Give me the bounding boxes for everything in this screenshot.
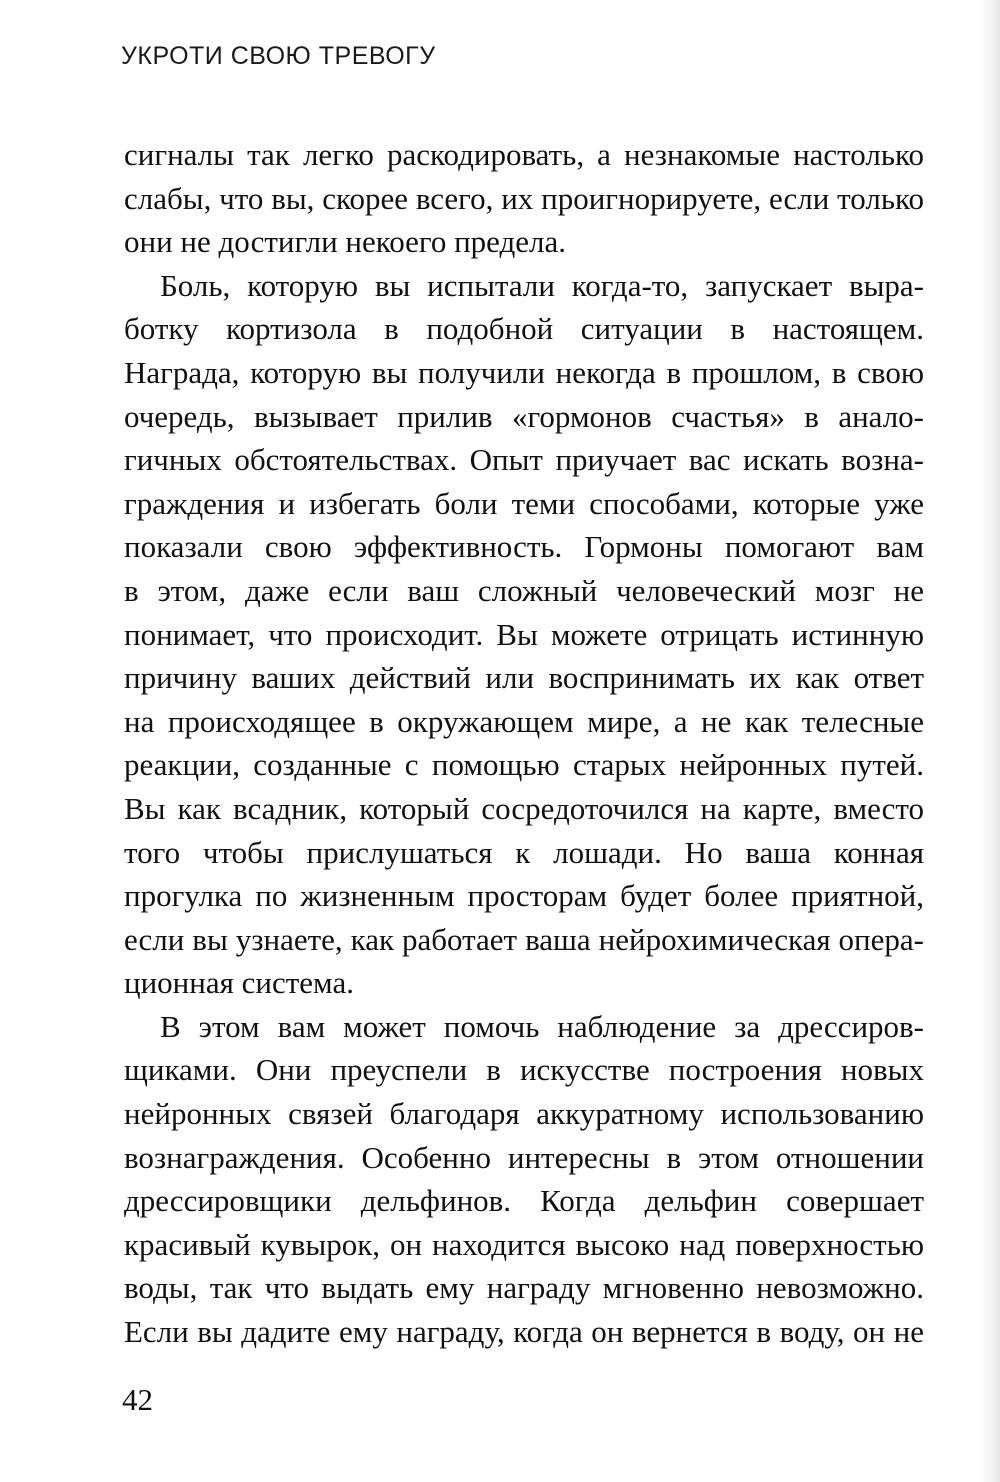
text-line: ционная система. [124,965,354,1001]
text-line: реакции, созданные с помощью старых нейронных путей. [124,747,924,783]
text-line: они не достигли некоего предела. [124,224,567,260]
text-line: очередь, вызывает прилив «гормонов счастья» в анало- [124,398,924,434]
body-text [124,133,924,1354]
text-line: нейронных связей благодаря аккуратному использованию [124,1096,924,1132]
text-line: граждения и избегать боли теми способами, которые уже [124,485,924,521]
text-line: Вы как всадник, который сосредоточился на карте, вместо [124,790,924,826]
text-line: слабы, что вы, скорее всего, их проигнорируете, если только [124,180,924,216]
running-header: УКРОТИ СВОЮ ТРЕВОГУ [121,42,436,70]
text-line: того чтобы прислушаться к лошади. Но ваша конная [124,834,924,870]
text-line: вознаграждения. Особенно интересны в этом отношении [124,1139,924,1175]
text-line: воды, так что выдать ему награду мгновенно невозможно. [124,1270,924,1306]
text-line: В этом вам может помочь наблюдение за дрессиров- [160,1008,924,1044]
text-line: ботку кортизола в подобной ситуации в настоящем. [124,311,924,347]
page-number: 42 [122,1382,153,1417]
text-line: щиками. Они преуспели в искусстве построения новых [124,1052,924,1088]
text-line: причину ваших действий или воспринимать их как ответ [124,660,924,696]
text-line: на происходящее в окружающем мире, а не как телесные [124,703,924,739]
text-line: прогулка по жизненным просторам будет более приятной, [124,878,924,914]
page-edge-shadow [978,0,1000,1482]
text-line: показали свою эффективность. Гормоны помогают вам [124,529,924,565]
text-line: в этом, даже если ваш сложный человеческий мозг не [124,572,924,608]
text-line: сигналы так легко раскодировать, а незнакомые настолько [124,137,924,172]
text-line: красивый кувырок, он находится высоко над поверхностью [124,1226,924,1262]
text-line: понимает, что происходит. Вы можете отрицать истинную [124,616,924,652]
text-line: дрессировщики дельфинов. Когда дельфин совершает [124,1183,924,1219]
text-line: Награда, которую вы получили некогда в прошлом, в свою [124,354,924,390]
text-line: если вы узнаете, как работает ваша нейрохимическая опера- [124,921,924,957]
text-line: Если вы дадите ему награду, когда он вернется в воду, он не [124,1314,924,1350]
text-line: гичных обстоятельствах. Опыт приучает вас искать возна- [124,442,924,478]
text-line: Боль, которую вы испытали когда-то, запускает выра- [160,267,924,303]
